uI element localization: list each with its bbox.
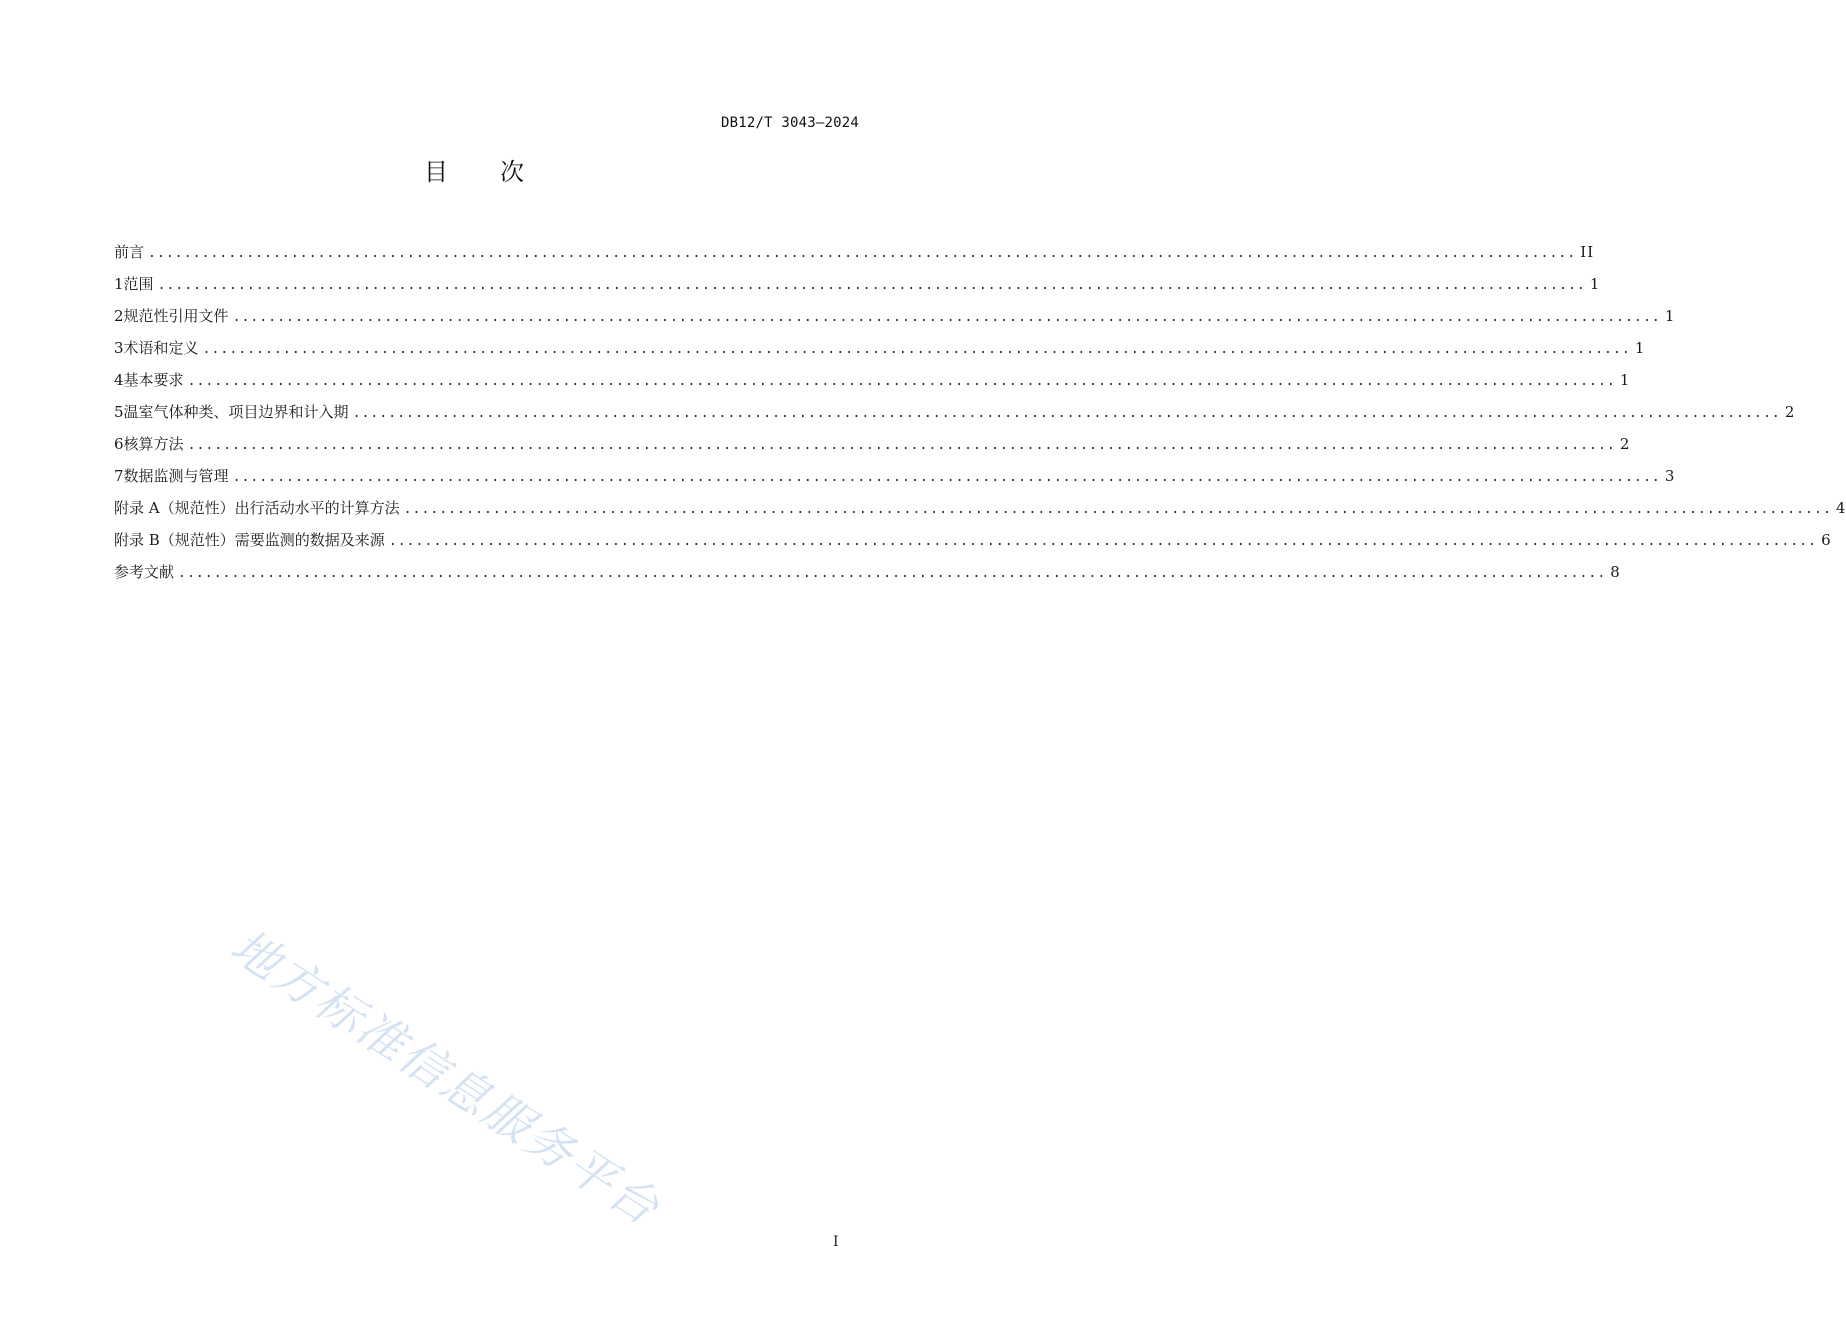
toc-entry-title: 温室气体种类、项目边界和计入期 xyxy=(123,403,349,421)
toc-entry-title: 前言 xyxy=(114,243,145,261)
toc-entry-number: 2 xyxy=(114,307,124,325)
toc-title-char-2: 次 xyxy=(500,158,526,186)
toc-leader-dots: ................................................................................................................................................................ xyxy=(157,278,1586,293)
toc-leader-dots: ................................................................................................................................................................ xyxy=(403,502,1832,517)
toc-leader-dots: ................................................................................................................................................................ xyxy=(202,342,1631,357)
toc-leader-dots: ................................................................................................................................................................ xyxy=(178,566,1607,581)
toc-leader-dots: ................................................................................................................................................................ xyxy=(352,406,1781,421)
table-of-contents xyxy=(114,236,1846,588)
toc-entry-page: 8 xyxy=(1610,563,1621,581)
toc-entry-number: 4 xyxy=(114,371,124,389)
toc-entry-accounting-methods[interactable] xyxy=(114,428,1631,460)
toc-entry-title: 需要监测的数据及来源 xyxy=(234,531,385,549)
page-number: I xyxy=(833,1234,839,1250)
toc-leader-dots: ................................................................................................................................................................ xyxy=(388,534,1818,549)
toc-entry-scope[interactable] xyxy=(114,268,1601,300)
toc-entry-page: 1 xyxy=(1634,339,1646,357)
toc-entry-page: 1 xyxy=(1619,371,1631,389)
toc-entry-title: 范围 xyxy=(123,275,154,293)
toc-entry-page: 1 xyxy=(1664,307,1676,325)
toc-entry-number: 6 xyxy=(114,435,124,453)
toc-entry-number: 1 xyxy=(114,275,124,293)
toc-entry-page: 2 xyxy=(1784,403,1796,421)
document-code: DB12/T 3043—2024 xyxy=(720,115,859,131)
toc-entry-number: 5 xyxy=(114,403,124,421)
toc-entry-title: 术语和定义 xyxy=(123,339,199,357)
toc-entry-page: II xyxy=(1580,243,1595,261)
toc-entry-number: 3 xyxy=(114,339,124,357)
toc-entry-page: 6 xyxy=(1821,531,1832,549)
toc-title xyxy=(0,152,950,187)
toc-entry-title: 核算方法 xyxy=(123,435,184,453)
toc-entry-page: 4 xyxy=(1835,499,1846,517)
toc-leader-dots: ................................................................................................................................................................ xyxy=(148,246,1577,261)
toc-leader-dots: ................................................................................................................................................................ xyxy=(232,470,1661,485)
toc-entry-title: 参考文献 xyxy=(114,563,175,581)
toc-entry-terms-definitions[interactable] xyxy=(114,332,1646,364)
toc-entry-page: 3 xyxy=(1664,467,1676,485)
toc-entry-ghg-types[interactable] xyxy=(114,396,1796,428)
watermark: 地方标准信息服务平台 xyxy=(220,918,671,1238)
toc-entry-bibliography[interactable] xyxy=(114,556,1621,588)
toc-entry-title: 数据监测与管理 xyxy=(123,467,229,485)
toc-entry-appendix-b[interactable] xyxy=(114,524,1832,556)
toc-entry-prefix: 附录 A（规范性） xyxy=(114,499,235,517)
toc-entry-prefix: 附录 B（规范性） xyxy=(114,531,235,549)
toc-entry-normative-references[interactable] xyxy=(114,300,1676,332)
toc-entry-page: 1 xyxy=(1589,275,1601,293)
toc-entry-basic-requirements[interactable] xyxy=(114,364,1631,396)
toc-entry-data-monitoring[interactable] xyxy=(114,460,1676,492)
toc-entry-number: 7 xyxy=(114,467,124,485)
toc-title-char-1: 目 xyxy=(424,158,450,186)
toc-entry-title: 出行活动水平的计算方法 xyxy=(234,499,400,517)
toc-leader-dots: ................................................................................................................................................................ xyxy=(187,374,1616,389)
toc-entry-page: 2 xyxy=(1619,435,1631,453)
toc-entry-appendix-a[interactable] xyxy=(114,492,1846,524)
toc-entry-preface[interactable] xyxy=(114,236,1595,268)
toc-leader-dots: ................................................................................................................................................................ xyxy=(232,310,1661,325)
toc-entry-title: 基本要求 xyxy=(123,371,184,389)
toc-leader-dots: ................................................................................................................................................................ xyxy=(187,438,1616,453)
toc-entry-title: 规范性引用文件 xyxy=(123,307,229,325)
